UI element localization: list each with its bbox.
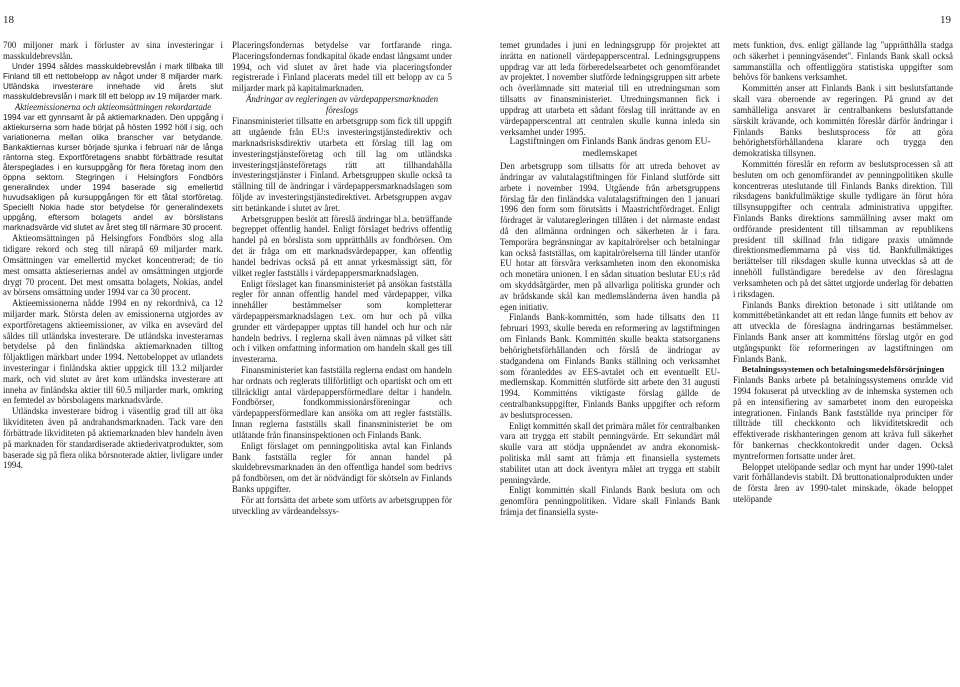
paragraph: 700 miljoner mark i förluster av sina investeringar i masskuldebrevslån. bbox=[3, 40, 223, 61]
paragraph: Arbetsgruppen beslöt att föreslå ändringar bl.a. beträffande begreppet offentlig handel. Enligt förslaget bedrivs offentlig handel på en börslista som upprätthålls av fondbörsen. Om det är fråga om ett marknadsvärdepapper, kan offentlig handel bedrivas också på ett annat yrkesmässigt sätt, för vilket regler fastställs i värdepappersmarknadslagen. bbox=[232, 213, 452, 278]
paragraph: temet grundades i juni en ledningsgrupp för projektet att inrätta en nationell värdepapperscentral. Ledningsgruppens uppdrag var att leda förberedelsearbetet och genomförandet av projektet. I november slutförde ledningsgruppen sitt arbete och överlämnade sitt material till en utredningsman som tillsatts av finansministeriet. Utredningsmannen fick i uppdrag att utarbeta ett sådant förslag till inrättande av en värdepapperscentral att centralen skulle kunna inleda sin verksamhet under 1995. bbox=[500, 40, 720, 137]
section-heading: Aktieemissionerna och aktieomsättningen rekordartade bbox=[14, 101, 212, 112]
paragraph: Under 1994 såldes masskuldebrevslån i mark tillbaka till Finland till ett nettobelopp av något under 8 miljarder mark. Utländska investerare innehade vid årets slut masskuldebrevslån i mark till ett belopp av 19 miljarder mark. bbox=[3, 61, 223, 101]
paragraph: Utländska investerare bidrog i väsentlig grad till att öka likviditeten även på andrahandsmarknaden. Tack vare den förbättrade likviditeten på aktiemarknaden blev handeln även på marknaden för standardiserade aktiederivatprodukter, som baserade sig på flera olika börsnoterade aktier, livligare under 1994. bbox=[3, 406, 223, 471]
paragraph: Enligt kommittén skall det primära målet för centralbanken vara att trygga ett stabilt penningvärde. Ett sekundärt mål skulle vara att stödja uppnåendet av andra ekonomisk-politiska mål samt att främja ett finansiella systemets stabilitet utan att dock äventyra målet att trygga ett stabilt penningvärde. bbox=[500, 420, 720, 485]
paragraph: Aktieomsättningen på Helsingfors Fondbörs slog alla tidigare rekord och steg till närapå 69 miljarder mark. Omsättningen var emellertid mycket koncentrerad; de tio mest omsatta aktieseriernas andel av omsättningen utgjorde drygt 70 procent. Det mest omsatta bolagets, Nokias, andel av börsens omsättning under 1994 var ca 30 procent. bbox=[3, 233, 223, 298]
section-heading: Ändringar av regleringen av värdepappersmarknaden föreslogs bbox=[245, 94, 439, 116]
paragraph: Finlands Banks arbete på betalningssystemens område vid 1994 fokuserat på utveckling av de inhemska systemen och på en intensifiering av samarbetet inom den europeiska integrationen. Finlands Bank fastställde nya principer för tillträde till checkkonto och likviditetskredit och effektiverade riskhanteringen genom att kräva full säkerhet för bankernas checkkontokredit under dagen. Också myntreformen fortsatte under året. bbox=[733, 375, 953, 461]
paragraph: Enligt kommittén skall Finlands Bank besluta om och genomföra penningpolitiken. Vidare skall Finlands Bank främja det finansiella syste- bbox=[500, 485, 720, 518]
text-column-3 bbox=[500, 40, 720, 518]
section-heading: Betalningssystemen och betalningsmedelsförsörjningen bbox=[741, 364, 945, 375]
paragraph: Enligt förslaget om penningpolitiska avtal kan Finlands Bank fastställa regler för annan handel på skuldebrevsmarknaden än den offentliga handel som bedrivs på fondbörsen, om det är nödvändigt för skötseln av Finlands Banks uppgifter. bbox=[232, 440, 452, 494]
text-column-1 bbox=[3, 40, 223, 471]
paragraph: Finansministeriet kan fastställa reglerna endast om handeln har ordnats och reglerats tillförlitligt och opartiskt och om ett tillräckligt antal värdepappersförmedlare deltar i handeln. Fondbörser, fondkommissionärsföreningar och värdepappersförmedlare kan ansöka om att regler fastställs. Innan reglerna fastställs skall finansministeriet be om utlåtande från finansinspektionen och Finlands Bank. bbox=[232, 365, 452, 440]
paragraph: Aktieemissionerna nådde 1994 en ny rekordnivå, ca 12 miljarder mark. Största delen av emissionerna utgjordes av exportföretagens aktieemissioner, av vilka en avsevärd del såldes till utländska investerare. De utländska investerarnas betydelse på den finländska aktiemarknaden tilltog följaktligen märkbart under 1994. Nettobeloppet av utlandets investeringar i finländska aktier uppgick till 13.2 miljarder mark, och vid slutet av året kom utländska investerare att inneha av finländska aktier till 60.5 miljarder mark, omkring en femtedel av börsbolagens marknadsvärde. bbox=[3, 298, 223, 406]
paragraph: För att fortsätta det arbete som utförts av arbetsgruppen för utveckling av värdeandelssys- bbox=[232, 494, 452, 516]
paragraph: Kommittén anser att Finlands Bank i sitt beslutsfattande skall vara oberoende av regeringen. På grund av det samhälleliga ansvaret är centralbankens beslutsfattande särskilt krävande, och kommittén föreslår därför ändringar i Finlands Banks beslutsprocess för att göra behörighetsförhållandena klarare och trygga den demokratiska tillsynen. bbox=[733, 83, 953, 159]
paragraph: Placeringsfondernas betydelse var fortfarande ringa. Placeringsfondernas fondkapital ökade endast långsamt under 1994, och vid slutet av året hade via placeringsfonder registrerade i Finland placerats medel till ett belopp av ca 5 miljarder mark på kapitalmarknaden. bbox=[232, 40, 452, 94]
paragraph: Beloppet utelöpande sedlar och mynt har under 1990-talet varit förhållandevis stabilt. Då bruttonationalprodukten under de första åren av 1990-talet minskade, ökade beloppet utelöpande bbox=[733, 461, 953, 505]
paragraph: Finansministeriet tillsatte en arbetsgrupp som fick till uppgift att utgående från EU:s investeringstjänstedirektiv och marknadsrisksdirektiv utarbeta ett förslag till lag om investeringstjänsteföretag och till lag om utländska investeringstjänsteföretags rätt att tillhandahålla investeringstjänster i Finland. Arbetsgruppen skulle också ta ställning till de ändringar i värdepappersmarknadslagen som följde av investeringstjänstedirektivet. Arbetsgruppen avgav sitt betänkande i slutet av året. bbox=[232, 116, 452, 213]
paragraph: Finlands Bank-kommittén, som hade tillsatts den 11 februari 1993, skulle bereda en reformering av lagstiftningen om Finlands Bank. Kommittén skulle beakta statsorganens behörighetsförhållanden och förslå de ändringar av stadgandena om Finlands Banks ställning och verksamhet som föranleddes av EES-avtalet och ett eventuellt EU-medlemskap. Kommittén slutförde sitt arbete den 31 augusti 1994. Kommitténs viktigaste förslag gällde de centralbanksuppgifter, Finlands Banks uppgifter och reform av beslutsprocessen. bbox=[500, 312, 720, 420]
text-column-2 bbox=[232, 40, 452, 516]
paragraph: Finlands Banks direktion betonade i sitt utlåtande om kommittébetänkandet att ett redan långe funnits ett behov av att utveckla de föreslagna ändringarnas bestämmelser. Finlands Bank anser att kommitténs förslag utgör en god utgångspunkt för reformeringen av lagstiftningen om Finlands Bank. bbox=[733, 299, 953, 364]
paragraph: Den arbetsgrupp som tillsatts för att utreda behovet av ändringar av valutalagstiftningen för Finland slutförde sitt arbete i november 1994. Utgående från arbetsgruppens förslag får den finländska valutalagstiftningen den 1 januari 1996 den form som förutsätts i Maastrichtfördraget. Enligt fördraget är valutaregleringen tillåten i det närmaste endast då den allmänna ordningen och säkerheten är i fara. Temporära begränsningar av kapitalrörelser och betalningar kan också fastställas, om kapitalrörelserna till länder utanför EU hotar att försvåra verksamheten inom den ekonomiska och monetära unionen. I en sådan situation beslutar EU:s råd om skyddsåtgärder, men på allvarliga politiska grunder och av brådskande skäl kan medlemsländerna även handla på egen initiativ. bbox=[500, 161, 720, 312]
paragraph: 1994 var ett gynnsamt år på aktiemarknaden. Den uppgång i aktiekurserna som hade börjat på hösten 1992 höll i sig, och variationerna mellan olika branscher var betydande. Bankaktiernas kurser började sjunka i februari när de långa räntorna steg. Exportföretagens snabbt förbättrade resultat återspeglades i en kursuppgång för flera företag inom den öppna sektorn. Stegringen i Helsingfors Fondbörs generalindex under 1994 baserade sig emellertid huvudsakligen på kursuppgången för ett fåtal storföretag. Speciellt Nokia hade stor betydelse för generalindexets uppgång, eftersom bolagets andel av börslistans marknadsvärde vid slutet av året steg till närmare 30 procent. bbox=[3, 112, 223, 233]
section-heading: Lagstiftningen om Finlands Bank ändras genom EU-medlemskapet bbox=[509, 137, 711, 160]
paragraph: Enligt förslaget kan finansministeriet på ansökan fastställa regler för annan offentlig handel med värdepapper, vilka innehåller bestämmelser som kompletterar värdepappersmarknadslagen t.ex. om hur och på vilka grunder ett värdepapper upptas till handel och hur och när handeln bedrivs. I reglerna skall även nämnas på vilket sätt och i vilken omfattning information om handeln skall ges till investerarna. bbox=[232, 278, 452, 365]
page-number-right: 19 bbox=[940, 14, 951, 26]
text-column-4 bbox=[733, 40, 953, 505]
paragraph: mets funktion, dvs. enligt gällande lag "upprätthålla stadga och säkerhet i penningväsendet". Finlands Bank skall också sammanställa och offentliggöra statistiska uppgifter som behövs för bankens verksamhet. bbox=[733, 40, 953, 83]
page-number-left: 18 bbox=[3, 14, 14, 26]
paragraph: Kommittén föreslår en reform av beslutsprocessen så att besluten om och genomförandet av penningpolitiken skulle koncentreras uteslutande till Finlands Banks direktion. Till riksdagens bankfullmäktige skulle tydligare än förut höra tillsynsuppgifter och centrala administrativa uppgifter. Finlands Banks direktions sammällning avser makt om ordförande presidentent till tillsamman av republikens president till skillnad från tidigare praxis utnämnde direktionsmedlemmarna på viss tid. Bankfullmäktiges beriättelser till riksdagen skulle kunna utvecklas så att de innehöll fullständigare beredelse av den föreslagna verksamheten och på det sättet utgjorde underlag för debatten i riksdagen. bbox=[733, 158, 953, 299]
